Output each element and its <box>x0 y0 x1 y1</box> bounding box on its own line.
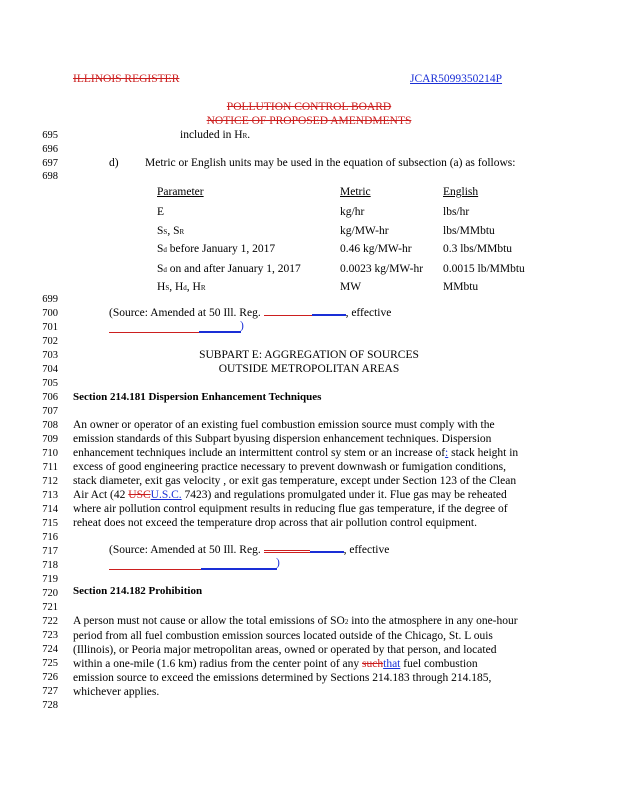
line-number: 708 <box>42 420 58 431</box>
table-row-metric: 0.0023 kg/MW-hr <box>340 263 424 275</box>
line-number: 705 <box>42 378 58 389</box>
table-row-metric: kg/MW-hr <box>340 225 389 237</box>
line-number: 721 <box>42 602 58 613</box>
line-number: 695 <box>42 130 58 141</box>
table-header-metric: Metric <box>340 186 371 198</box>
line-number: 713 <box>42 490 58 501</box>
subpart-heading: SUBPART E: AGGREGATION OF SOURCES <box>199 349 419 361</box>
table-row-english: lbs/hr <box>443 206 470 218</box>
line-number: 701 <box>42 322 58 333</box>
board-name: POLLUTION CONTROL BOARD <box>226 101 392 113</box>
line-number: 728 <box>42 700 58 711</box>
effective-date-blank <box>109 332 199 333</box>
line-number: 706 <box>42 392 58 403</box>
section-214-182-body: A person must not cause or allow the total emissions of SO2 into the atmosphere in any one-hour period from all fuel combustion emission sources located outside of the Chicago, St. L ouis (Illinois), or Peoria major metropolitan areas, owned or operated by that person, and located within a one-mile (1.6 km) radius from the center point of any suchthat fuel combustion emission source to exceed the emissions determined by Sections 214.183 through 214.185, whichever applies. <box>73 615 518 698</box>
table-row-param: HS, Hd, HR <box>157 281 206 293</box>
line-number: 698 <box>42 171 58 182</box>
line-number: 709 <box>42 434 58 445</box>
register-title: ILLINOIS REGISTER <box>73 73 180 85</box>
line-number: 696 <box>42 144 58 155</box>
line-number: 716 <box>42 532 58 543</box>
line-number: 700 <box>42 308 58 319</box>
line-number: 727 <box>42 686 58 697</box>
subpart-subheading: OUTSIDE METROPOLITAN AREAS <box>218 363 400 375</box>
line-number: 717 <box>42 546 58 557</box>
line-number: 718 <box>42 560 58 571</box>
source-note: (Source: Amended at 50 Ill. Reg. , effective <box>109 544 390 556</box>
table-row-metric: kg/hr <box>340 206 365 218</box>
section-214-181-body: An owner or operator of an existing fuel combustion emission source must comply with the emission standards of this Subpart byusing dispersion enhancement techniques. Dispersion enhancement techniques include an intermittent control sy stem or an increase of: stack height in excess of good engineering practice necessary to prevent downwash or fumigation conditions, stack diameter, exit gas velocity , or exit gas temperature, except under Section 123 of the Clean Air Act (42 USCU.S.C. 7423) and regulations promulgated under it. Flue gas may be reheated where air pollution control equipment results in reducing flue gas temperature, if the degree of reheat does not exceed the temperature drop across that air pollution control equipment. <box>73 419 519 529</box>
section-214-181-title: Section 214.181 Dispersion Enhancement Techniques <box>73 391 322 403</box>
line-number: 710 <box>42 448 58 459</box>
line-number: 711 <box>42 462 58 473</box>
line-number: 704 <box>42 364 58 375</box>
table-row-metric: 0.46 kg/MW-hr <box>340 243 412 255</box>
line-number: 725 <box>42 658 58 669</box>
effective-date-blank <box>199 331 241 333</box>
table-row-param: E <box>157 206 165 218</box>
table-header-parameter: Parameter <box>157 186 204 198</box>
line-number: 712 <box>42 476 58 487</box>
table-row-param: SS, SR <box>157 225 185 237</box>
table-row-param: Sd on and after January 1, 2017 <box>157 263 301 275</box>
table-row-english: MMbtu <box>443 281 479 293</box>
table-row-param: Sd before January 1, 2017 <box>157 243 276 255</box>
line-number: 720 <box>42 588 58 599</box>
line-number: 719 <box>42 574 58 585</box>
table-row-english: 0.0015 lb/MMbtu <box>443 263 525 275</box>
table-row-english: 0.3 lbs/MMbtu <box>443 243 513 255</box>
document-id: JCAR5099350214P <box>410 73 503 85</box>
subsection-d-label: d) <box>109 157 119 169</box>
line-number: 726 <box>42 672 58 683</box>
table-row-metric: MW <box>340 281 362 293</box>
line-number: 697 <box>42 158 58 169</box>
line-number: 703 <box>42 350 58 361</box>
table-header-english: English <box>443 186 479 198</box>
effective-date-blank <box>201 568 277 570</box>
line-number: 714 <box>42 504 58 515</box>
line-number: 707 <box>42 406 58 417</box>
source-close-paren: ) <box>240 320 244 332</box>
subsection-d-text: Metric or English units may be used in the equation of subsection (a) as follows: <box>145 157 516 169</box>
line-number: 723 <box>42 630 58 641</box>
line-695-text: included in HR. <box>180 129 251 141</box>
section-214-182-title: Section 214.182 Prohibition <box>73 585 203 597</box>
line-number: 702 <box>42 336 58 347</box>
line-number: 715 <box>42 518 58 529</box>
line-number: 724 <box>42 644 58 655</box>
line-number: 722 <box>42 616 58 627</box>
source-note: (Source: Amended at 50 Ill. Reg. , effective <box>109 307 392 319</box>
source-close-paren: ) <box>276 557 280 569</box>
effective-date-blank <box>109 569 201 570</box>
table-row-english: lbs/MMbtu <box>443 225 495 237</box>
line-number: 699 <box>42 294 58 305</box>
notice-title: NOTICE OF PROPOSED AMENDMENTS <box>206 115 412 127</box>
